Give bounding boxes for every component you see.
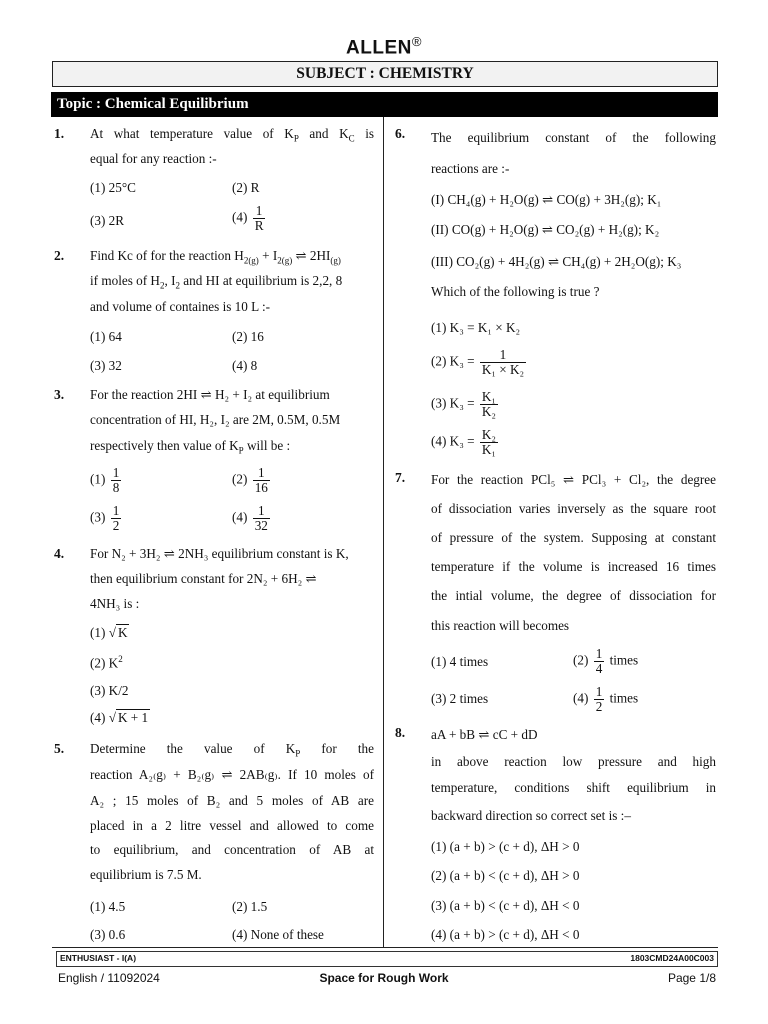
question-number: 6. [395,126,406,141]
question-text: For the reaction 2HI ⇌ H₂ + I₂ at equilibrium [90,387,330,402]
paper-code-left: ENTHUSIAST - I(A) [60,953,137,963]
brand-logo: ALLEN® [346,34,422,59]
option[interactable]: (4) (a + b) > (c + d), ΔH < 0 [431,927,580,942]
question-text: Find Kc of for the reaction $H_{2(g)} + I_{2(g)}$ ⇌ $2HI_{(g)}$ [90,248,341,266]
question-text: The equilibrium constant of the following [431,130,716,145]
reaction-line: (I) CH₄(g) + H₂O(g) ⇌ CO(g) + 3H₂(g); K₁ [431,192,662,207]
question-text: reaction A₂₍g₎ + B₂₍g₎ ⇌ 2AB₍g₎. If 10 moles of [90,767,374,782]
option[interactable]: (1) 25°C [90,180,136,195]
question-text: Determine the value of $K_P$ for the [90,741,374,759]
question-text: of pressure of the system. Supposing at constant [431,530,716,545]
option[interactable]: (4) None of these [232,927,324,942]
option[interactable]: (2) 1.5 [232,899,268,914]
option[interactable]: (2) $\frac{1}{4}$ times [573,646,639,676]
question-number: 5. [54,741,65,756]
question-text: in above reaction low pressure and high [431,754,716,769]
option[interactable]: (1) 64 [90,329,122,344]
reaction-line: (II) CO(g) + H₂O(g) ⇌ CO₂(g) + H₂(g); K₂ [431,222,660,237]
question-text: concentration of HI, H₂, I₂ are 2M, 0.5M, 0.5M [90,412,341,427]
option[interactable]: (1) 4.5 [90,899,126,914]
option[interactable]: (3) $\frac{1}{2}$ [90,503,120,533]
option[interactable]: (3) 32 [90,358,122,373]
option[interactable]: (3) 2R [90,213,125,228]
option[interactable]: (2) $\frac{1}{16}$ [232,465,268,495]
question-text: then equilibrium constant for 2N₂ + 6H₂ ⇌ [90,571,317,586]
paper-code-right: 1803CMD24A00C003 [630,953,714,963]
option[interactable]: (1) 4 times [431,654,489,669]
subject-header: SUBJECT : CHEMISTRY [52,61,718,87]
column-divider [383,117,384,947]
question-number: 4. [54,546,65,561]
option[interactable]: (1) (a + b) > (c + d), ΔH > 0 [431,839,580,854]
option[interactable]: (4) $\frac{1}{32}$ [232,503,268,533]
option[interactable]: (4) √ K + 1 [90,710,149,725]
option[interactable]: (2) (a + b) < (c + d), ΔH > 0 [431,868,580,883]
question-text: temperature, conditions shift equilibrium in [431,780,716,795]
option[interactable]: (1) √ K [90,625,128,640]
question-text: respectively then value of $K_P$ will be : [90,438,291,456]
question-number: 3. [54,387,65,402]
question-text: reactions are :- [431,161,510,176]
question-text: For the reaction PCl₅ ⇌ PCl₃ + Cl₂, the degree [431,472,716,487]
question-number: 7. [395,470,406,485]
question-text: For N₂ + 3H₂ ⇌ 2NH₃ equilibrium constant is K, [90,546,349,561]
option[interactable]: (4) K₃ = $\frac{\text{K₂}}{\text{K₁}}$ [431,427,496,457]
reaction-line: (III) CO₂(g) + 4H₂(g) ⇌ CH₄(g) + 2H₂O(g); K₃ [431,254,682,269]
question-text: Which of the following is true ? [431,284,600,299]
question-text: equal for any reaction :- [90,151,217,166]
option[interactable]: (2) $K^2$ [90,654,123,671]
question-number: 2. [54,248,65,263]
question-text: temperature if the volume is increased 16 times [431,559,716,574]
question-text: A₂ ; 15 moles of B₂ and 5 moles of AB are [90,793,374,808]
option[interactable]: (2) 16 [232,329,264,344]
option[interactable]: (1) K₃ = K₁ × K₂ [431,320,521,335]
option[interactable]: (3) K₃ = $\frac{\text{K₁}}{\text{K₂}}$ [431,389,496,419]
question-text: if moles of $H_2$, $I_2$ and HI at equilibrium is 2,2, 8 [90,273,343,291]
question-number: 1. [54,126,65,141]
option[interactable]: (2) K₃ = $\frac{1}{\text{K₁ × K₂}}$ [431,347,525,377]
question-text: At what temperature value of $K_P$ and $K_C$ is [90,126,374,144]
page-number: Page 1/8 [667,971,716,985]
question-text: backward direction so correct set is :– [431,808,631,823]
language-date: English / 11092024 [58,971,160,985]
option[interactable]: (3) 2 times [431,691,489,706]
question-number: 8. [395,725,406,740]
topic-bar: Topic : Chemical Equilibrium [51,92,718,117]
question-text: to equilibrium, and concentration of AB at [90,842,374,857]
question-text: 4NH₃ is : [90,596,140,611]
option[interactable]: (4) $\frac{1}{2}$ times [573,684,639,714]
footer-code-bar [56,951,718,967]
option[interactable]: (4) 8 [232,358,258,373]
option[interactable]: (1) $\frac{1}{8}$ [90,465,120,495]
option[interactable]: (2) R [232,180,260,195]
question-text: the intial volume, the degree of dissociation for [431,588,716,603]
question-text: equilibrium is 7.5 M. [90,867,202,882]
question-text: placed in a 2 litre vessel and allowed to come [90,818,374,833]
question-text: aA + bB ⇌ cC + dD [431,727,538,742]
question-text: and volume of containes is 10 L :- [90,299,271,314]
bottom-rule [52,947,718,948]
option[interactable]: (3) (a + b) < (c + d), ΔH < 0 [431,898,580,913]
question-text: this reaction will becomes [431,618,570,633]
rough-work-label: Space for Rough Work [319,971,449,985]
question-text: of dissociation varies inversely as the square root [431,501,716,516]
option[interactable]: (3) 0.6 [90,927,126,942]
option[interactable]: (3) K/2 [90,683,129,698]
option[interactable]: (4) $\frac{1}{R}$ [232,203,264,233]
